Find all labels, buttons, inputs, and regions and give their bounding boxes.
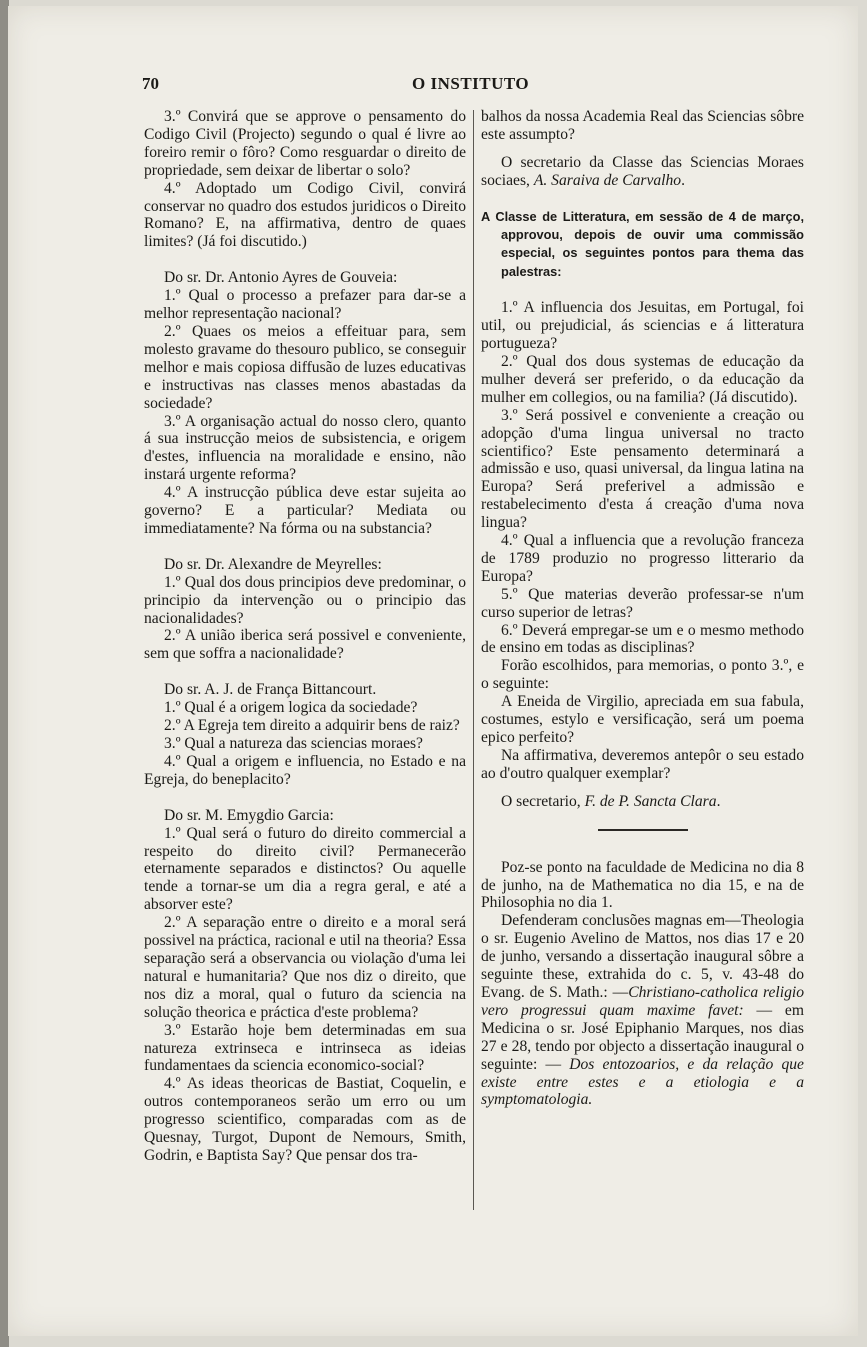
section-heading: Do sr. A. J. de França Bittancourt.	[164, 681, 377, 699]
page-header	[142, 74, 807, 100]
paragraph: 3.º A organisação actual do nosso clero, quanto á sua instrucção meios de subsistencia, e origem d'estes, influencia na moralidade e ensino, não instará urgente reforma?	[144, 412, 466, 484]
page-number: 70	[142, 74, 159, 93]
column-divider	[473, 110, 474, 1210]
paragraph: 2.º A união iberica será possivel e conveniente, sem que soffra a nacionalidade?	[144, 627, 466, 663]
secretary-name: F. de P. Sancta Clara	[584, 792, 717, 810]
paragraph: 2.º Qual dos dous systemas de educação da mulher deverá ser preferido, o da educação da mulher em collegios, ou na familia? (Já discutido).	[481, 352, 804, 406]
paragraph: 4.º A instrucção pública deve estar sujeita ao governo? E a particular? Mediata ou immediatamente? Na fórma ou na substancia?	[144, 484, 466, 537]
paragraph: 3.º Convirá que se approve o pensamento do Codigo Civil (Projecto) segundo o qual é livre ao foreiro remir o fôro? Como resguardar o direito de propriedade, sem deixar de libertar o solo?	[144, 108, 466, 179]
left-column	[144, 108, 466, 1165]
secretary-signature: O secretario da Classe das Sciencias Moraes sociaes, A. Saraiva de Carvalho.	[481, 153, 804, 189]
paragraph: 3.º Estarão hoje bem determinadas em sua natureza extrinseca e intrinseca as ideias fundamentaes da sciencia economico-social?	[144, 1021, 466, 1075]
medical-thesis: Dos entozoarios, e da relação que existe entre estes e a etiologia e a symptomatologia.	[481, 1055, 804, 1109]
paragraph: 2.º Quaes os meios a effeituar para, sem molesto gravame do thesouro publico, se conseguir melhor e mais copiosa diffusão de luzes educativas e instructivas nas classes menos abastadas da sociedade?	[144, 322, 466, 412]
paragraph: Defenderam conclusões magnas em—Theologia o sr. Eugenio Avelino de Mattos, nos dias 17 e 20 de junho, versando a dissertação inaugural sôbre a seguinte these, extrahida do c. 5, v. 43-48 do Evang. de S. Math.: —Christiano-catholica religio vero progressui quam maxime favet: — em Medicina o sr. José Epiphanio Marques, nos dias 27 e 28, tendo por objecto a dissertação inaugural o seguinte: — Dos entozoarios, e da relação que existe entre estes e a etiologia e a symptomatologia.	[481, 912, 805, 1109]
paragraph: 1.º Qual o processo a prefazer para dar-se a melhor representação nacional?	[144, 287, 466, 323]
paragraph: balhos da nossa Academia Real das Sciencias sôbre este assumpto?	[481, 108, 804, 143]
paragraph: A Eneida de Virgilio, apreciada em sua fabula, costumes, estylo e versificação, será um poema epico perfeito?	[481, 693, 804, 746]
secretary-name: A. Saraiva de Carvalho	[533, 171, 682, 189]
latin-thesis: Christiano-catholica religio vero progressui quam maxime favet:	[481, 983, 805, 1019]
paragraph: Poz-se ponto na faculdade de Medicina no dia 8 de junho, na de Mathematica no dia 15, e na de Philosophia no dia 1.	[481, 858, 804, 912]
section-heading: Do sr. Dr. Alexandre de Meyrelles:	[164, 555, 382, 573]
paragraph: 3.º Qual a natureza das sciencias moraes?	[164, 735, 423, 752]
paragraph: 6.º Deverá empregar-se um e o mesmo methodo de ensino em todas as disciplinas?	[481, 621, 804, 657]
paragraph: 4.º As ideas theoricas de Bastiat, Coquelin, e outros contemporaneos serão um erro ou um progresso scientifico, comparadas com as de Quesnay, Turgot, Dupont de Nemours, Smith, Godrin, e Baptista Say? Que pensar dos tra-	[144, 1075, 466, 1164]
secretary-signature: O secretario, F. de P. Sancta Clara.	[501, 792, 721, 810]
paragraph: 5.º Que materias deverão professar-se n'um curso superior de letras?	[481, 585, 804, 621]
paragraph: 1.º Qual dos dous principios deve predominar, o principio da intervenção ou o principio das nacionalidades?	[144, 573, 466, 627]
paragraph: 1.º Qual será o futuro do direito commercial a respeito do direito civil? Permanecerão eternamente separados e distinctos? Ou aquelle tende a tornar-se um dia a regra geral, e até a absorver este?	[144, 824, 466, 914]
paragraph: 2.º A separação entre o direito e a moral será possivel na práctica, racional e util na theoria? Essa separação será a observancia ou violação d'uma lei natural e humanitaria? Que nos diz o direito, que nos diz a moral, qual o futuro da sciencia na solução theorica e práctica d'este problema?	[144, 914, 466, 1021]
paragraph: Forão escolhidos, para memorias, o ponto 3.º, e o seguinte:	[481, 657, 804, 693]
session-notice: A Classe de Litteratura, em sessão de 4 de março, approvou, depois de ouvir uma commissão especial, os seguintes pontos para thema das palestras:	[481, 208, 804, 279]
paragraph: 1.º Qual é a origem logica da sociedade?	[164, 699, 418, 717]
paragraph: 4.º Qual a influencia que a revolução franceza de 1789 produzio no progresso litterario da Europa?	[481, 532, 804, 585]
paragraph: 3.º Será possivel e conveniente a creação ou adopção d'uma lingua universal no tracto scientifico? Este pensamento determinará a admissão e uso, quasi universal, da lingua latina na Europa? Será preferivel a admissão e restabelecimento d'esta á creação d'uma nova lingua?	[481, 406, 804, 532]
paragraph: 4.º Adoptado um Codigo Civil, convirá conservar no quadro dos estudos juridicos o Direito Romano? E, na affirmativa, dentro de quaes limites? (Já foi discutido.)	[144, 179, 466, 251]
paragraph: 1.º A influencia dos Jesuitas, em Portugal, foi util, ou prejudicial, ás sciencias e á litteratura portugueza?	[481, 299, 804, 353]
running-title: O INSTITUTO	[412, 74, 530, 93]
section-heading: Do sr. Dr. Antonio Ayres de Gouveia:	[164, 269, 398, 287]
paragraph: Na affirmativa, deveremos antepôr o seu estado ao d'outro qualquer exemplar?	[481, 746, 804, 782]
section-heading: Do sr. M. Emygdio Garcia:	[164, 806, 334, 824]
paragraph: 4.º Qual a origem e influencia, no Estado e na Egreja, do beneplacito?	[144, 752, 466, 788]
paragraph: 2.º A Egreja tem direito a adquirir bens de raiz?	[164, 717, 460, 735]
right-column	[481, 108, 804, 1109]
